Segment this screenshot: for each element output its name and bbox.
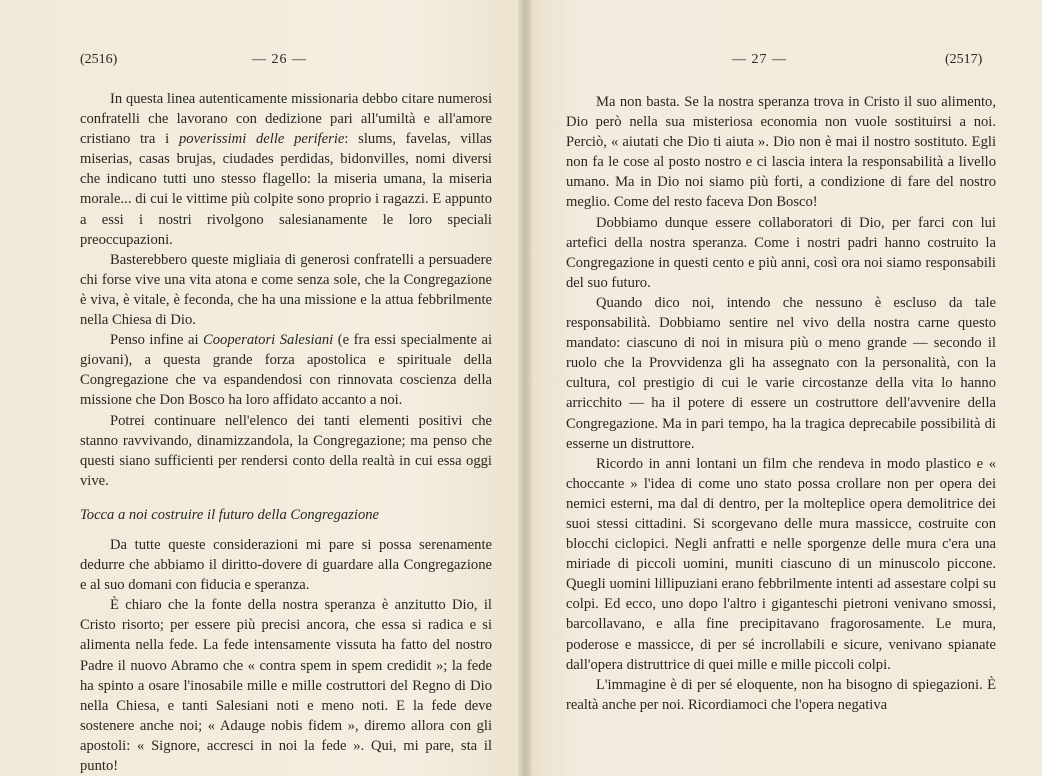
left-page-number: — 26 —	[252, 52, 307, 67]
paragraph: Ricordo in anni lontani un film che rendeva in modo plastico e « choccante » l'idea di come uno stato possa crollare non per opera dei nemici esterni, ma dal di dentro, per la molteplice opera demolitrice dei suoi stessi cittadini. Si scorgevano delle mura massicce, costruite con blocchi ciclopici. Negli anfratti e nelle sporgenze delle mura c'era una miriade di piccoli uomini, muniti ciascuno di un minuscolo piccone. Quegli uomini lillipuziani erano febbrilmente intenti ad assestare colpi su colpi. Ed ecco, uno dopo l'altro i giganteschi pietroni venivano smossi, barcollavano, e alla fine precipitavano fragorosamente. Le mura, poderose e massicce, di per sé incrollabili e sicure, venivano spianate dall'opera distruttrice di quei mille e mille piccoli colpi.	[566, 455, 996, 673]
right-page-header	[532, 52, 1042, 74]
left-page	[0, 0, 518, 776]
paragraph: Dobbiamo dunque essere collaboratori di Dio, per farci con lui artefici della nostra speranza. Come i nostri padri hanno costruito la Congregazione in questi cento e più anni, così ora noi siamo responsabili del suo futuro.	[566, 214, 996, 291]
right-ref-number: (2517)	[945, 52, 983, 67]
paragraph: In questa linea autenticamente missionaria debbo citare numerosi confratelli che lavorano con dedizione pari all'umiltà e all'amore cristiano tra i poverissimi delle periferie: slums, favelas, villas miserias, casas brujas, ciudades perdidas, bidonvilles, nomi diversi che indicano tutti uno stesso flagello: la miseria umana, la miseria morale... di cui le vittime più colpite sono proprio i ragazzi. E appunto a essi i nostri rivolgono salesianamente le loro speciali preoccupazioni.	[80, 91, 492, 248]
paragraph: Da tutte queste considerazioni mi pare si possa serenamente dedurre che abbiamo il diritto-dovere di guardare alla Congregazione e al suo domani con fiducia e speranza.	[80, 536, 492, 594]
right-page-number: — 27 —	[732, 52, 787, 67]
book-gutter	[518, 0, 532, 776]
paragraph: Basterebbero queste migliaia di generosi confratelli a persuadere chi forse vive una vita atona e come senza sole, che la Congregazione è viva, è vitale, è feconda, che ha una missione e la attua febbrilmente nella Chiesa di Dio.	[80, 251, 492, 329]
paragraph: È chiaro che la fonte della nostra speranza è anzitutto Dio, il Cristo risorto; per essere più precisi ancora, che essa si radica e si alimenta nella fede. La fede intensamente vissuta ha fatto del nostro Padre il nuovo Abramo che « contra spem in spem credidit »; la fede ha spinto a osare l'inosabile mille e mille costruttori del Regno di Dio nella Chiesa, e tanti Salesiani noti e meno noti. E la fede deve sostenere anche noi; « Adauge nobis fidem », diremo allora con gli apostoli: « Signore, accresci in noi la fede ». Qui, mi pare, sta il punto!	[80, 597, 492, 774]
paragraph: Penso infine ai Cooperatori Salesiani (e fra essi specialmente ai giovani), a questa grande forza apostolica e spirituale della Congregazione che va espandendosi con rinnovata coscienza della missione che Don Bosco ha loro affidato accanto a noi.	[80, 332, 493, 409]
paragraph: Ma non basta. Se la nostra speranza trova in Cristo il suo alimento, Dio però nella sua misteriosa economia non vuole sostituirsi a noi. Perciò, « aiutati che Dio ti aiuta ». Dio non è mai il nostro sostituto. Egli non fa le cose al posto nostro e ci lascia intera la responsabilità a livello umano. Ma in Dio noi siamo più forti, a condizione di fare del nostro meglio. Come del resto faceva Don Bosco!	[566, 94, 996, 211]
right-page	[532, 0, 1042, 776]
left-page-header	[0, 52, 518, 74]
paragraph: Quando dico noi, intendo che nessuno è escluso da tale responsabilità. Dobbiamo sentire nel vivo della nostra carne questo mandato: ciascuno di noi in misura più o meno grande — secondo il ruolo che la Provvidenza gli ha assegnato con la personalità, con la cultura, col prestigio di cui le varie circostanze della vita lo hanno arricchito — ha il potere di essere un costruttore dell'avvenire della Congregazione. Ma in pari tempo, ha la tragica deprecabile possibilità di esserne un distruttore.	[566, 294, 996, 452]
paragraph: L'immagine è di per sé eloquente, non ha bisogno di spiegazioni. È realtà anche per noi. Ricordiamoci che l'opera negativa	[566, 676, 996, 713]
left-ref-number: (2516)	[80, 52, 118, 67]
left-page-body	[80, 89, 492, 776]
right-page-body	[566, 92, 996, 715]
section-heading: Tocca a noi costruire il futuro della Congregazione	[80, 506, 380, 523]
paragraph: Potrei continuare nell'elenco dei tanti elementi positivi che stanno ravvivando, dinamizzandola, la Congregazione; ma penso che questi siano sufficienti per rendersi conto della realtà in cui essa oggi vive.	[80, 412, 492, 489]
